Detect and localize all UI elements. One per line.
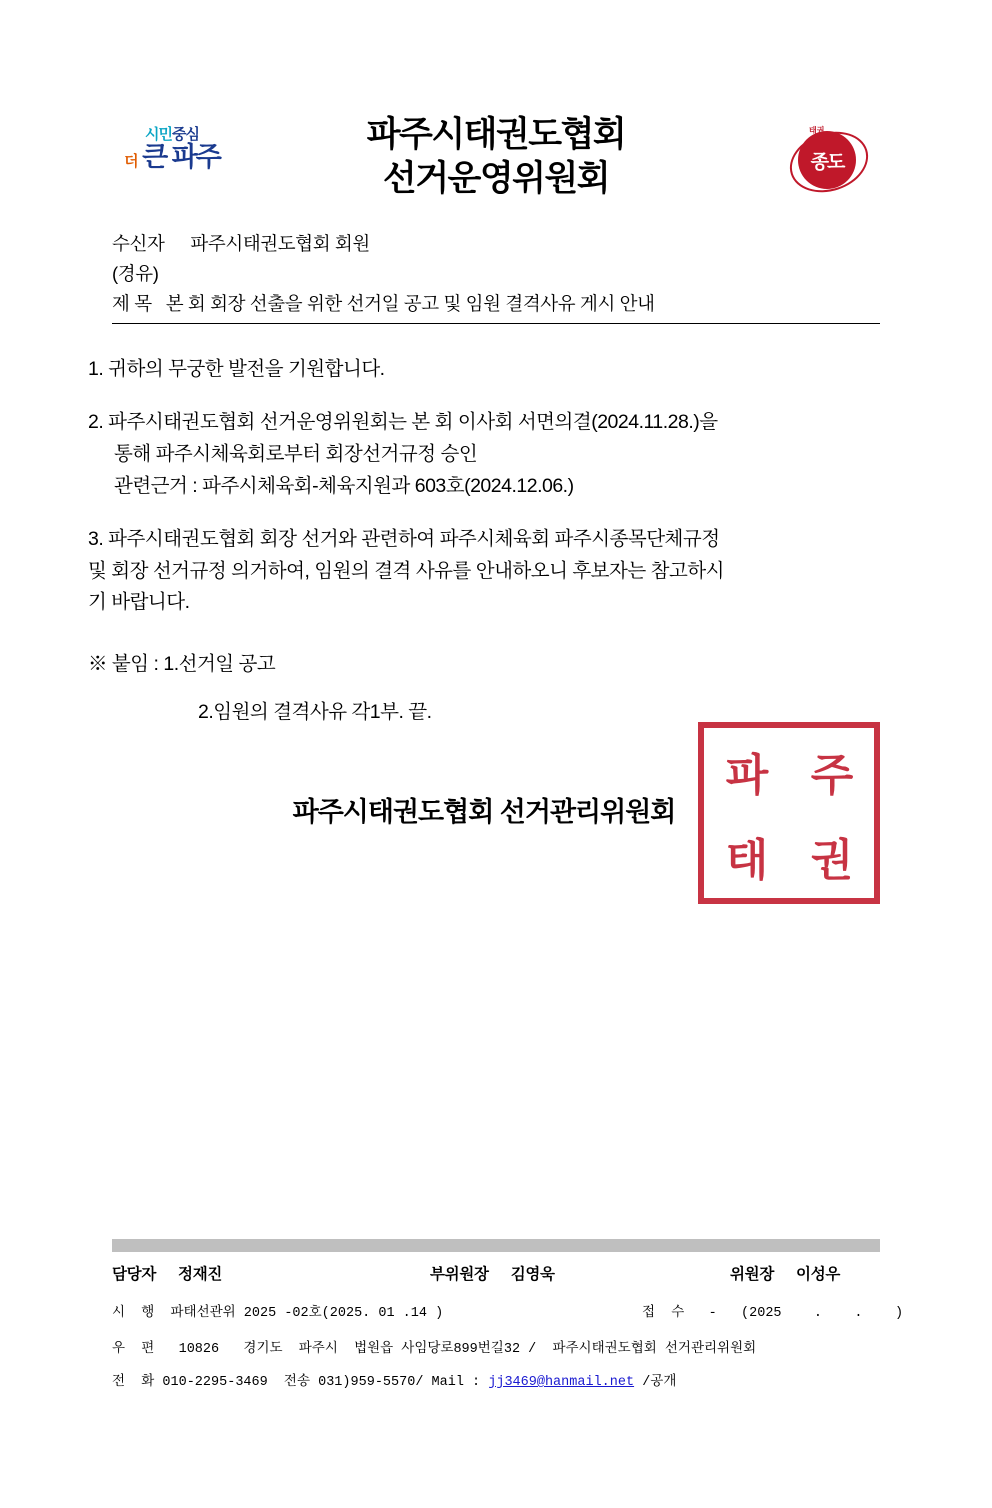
body-item-1 <box>88 354 904 386</box>
recipient-value: 파주시태권도협회 회원 <box>190 233 370 254</box>
footer-address-row <box>112 1336 880 1357</box>
seal-char-2: 주 <box>810 749 853 801</box>
footer-postal-value: 10826 경기도 파주시 법원읍 사임당로899번길32 / 파주시태권도협회 선거관리위원회 <box>178 1342 757 1357</box>
footer-receipt-value: - (2025 . . ) <box>708 1306 904 1321</box>
body-item-3-line2: 및 회장 선거규정 의거하여, 임원의 결격 사유를 안내하오니 후보자는 참고하시 <box>88 559 724 582</box>
footer-contact-suffix: /공개 <box>642 1375 677 1390</box>
footer-contact-value: 010-2295-3469 전송 031)959-5570/ Mail : <box>162 1375 481 1390</box>
document-header <box>0 105 992 215</box>
page-title-line1: 파주시태권도협회 <box>366 115 626 154</box>
footer-email-link[interactable]: jj3469@hanmail.net <box>488 1375 635 1390</box>
attachment-block <box>88 649 904 728</box>
emblem-text: 종도 <box>798 131 856 189</box>
attachment-line-2: 2.임원의 결격사유 각1부. 끝. <box>198 700 432 723</box>
via-row <box>112 259 880 289</box>
footer-postal-label: 우 편 <box>112 1342 155 1357</box>
attachment-line-1: ※ 붙임 : 1.선거일 공고 <box>88 652 276 675</box>
footer-signer-1-name: 김영욱 <box>510 1266 555 1283</box>
footer-signer-2-role: 위원장 <box>730 1266 775 1283</box>
body-item-3-line1: 3. 파주시태권도협회 회장 선거와 관련하여 파주시체육회 파주시종목단체규정 <box>88 528 720 551</box>
emblem-tag: 태권 <box>809 126 825 135</box>
body-item-3 <box>88 524 904 619</box>
footer-receipt-label: 접 수 <box>642 1306 685 1321</box>
footer-issue-value: 파태선관위 2025 -02호(2025. 01 .14 ) <box>170 1306 444 1321</box>
footer-signer-1 <box>430 1262 555 1284</box>
city-logo-line1: 시민중심 <box>145 126 199 143</box>
footer-receipt <box>642 1300 903 1321</box>
subject-label: 제 목 <box>112 292 152 314</box>
footer-contact-row <box>112 1369 880 1390</box>
footer-signer-2-name: 이성우 <box>796 1266 841 1283</box>
footer-issue <box>112 1300 443 1321</box>
body-item-2-line3: 관련근거 : 파주시체육회-체육지원과 603호(2024.12.06.) <box>114 474 574 497</box>
taekwondo-emblem-icon <box>789 125 867 197</box>
body-item-2-line1: 2. 파주시태권도협회 선거운영위원회는 본 회 이사회 서면의결(2024.11.28.)을 <box>88 411 718 434</box>
body-item-3-line3: 기 바랍니다. <box>88 591 190 614</box>
body-item-2 <box>88 407 904 502</box>
body-item-2-line2: 통해 파주시체육회로부터 회장선거규정 승인 <box>114 443 478 466</box>
recipient-block <box>112 229 880 324</box>
subject-row <box>112 289 880 324</box>
document-page <box>0 105 992 1508</box>
footer-signers <box>112 1262 880 1286</box>
subject-value: 본 회 회장 선출을 위한 선거일 공고 및 임원 결격사유 게시 안내 <box>165 292 655 314</box>
footer-signer-0 <box>112 1262 222 1284</box>
signature-org: 파주시태권도협회 선거관리위원회 <box>292 797 676 828</box>
footer-contact-label: 전 화 <box>112 1375 155 1390</box>
via-label: (경유) <box>112 262 159 284</box>
document-footer <box>0 1239 992 1390</box>
seal-char-3: 태 <box>725 834 768 886</box>
seal-char-1: 파 <box>725 749 768 801</box>
footer-signer-0-name: 정재진 <box>178 1266 223 1283</box>
document-body <box>88 354 904 728</box>
footer-signer-1-role: 부위원장 <box>430 1266 489 1283</box>
page-title-line2: 선거운영위원회 <box>382 158 610 198</box>
footer-signer-2 <box>730 1262 840 1284</box>
footer-signer-0-role: 담당자 <box>112 1266 157 1283</box>
official-seal-icon <box>698 722 880 904</box>
recipient-row <box>112 229 880 259</box>
signature-block <box>0 749 992 886</box>
body-item-1-line1: 1. 귀하의 무궁한 발전을 기원합니다. <box>88 357 385 380</box>
footer-issue-label: 시 행 <box>112 1306 155 1321</box>
seal-char-4: 권 <box>810 834 853 886</box>
recipient-label: 수신자 <box>112 233 165 254</box>
footer-divider-bar <box>112 1239 880 1252</box>
footer-issue-row <box>112 1300 904 1321</box>
city-logo-line2: 더 큰 파주 <box>124 142 220 172</box>
